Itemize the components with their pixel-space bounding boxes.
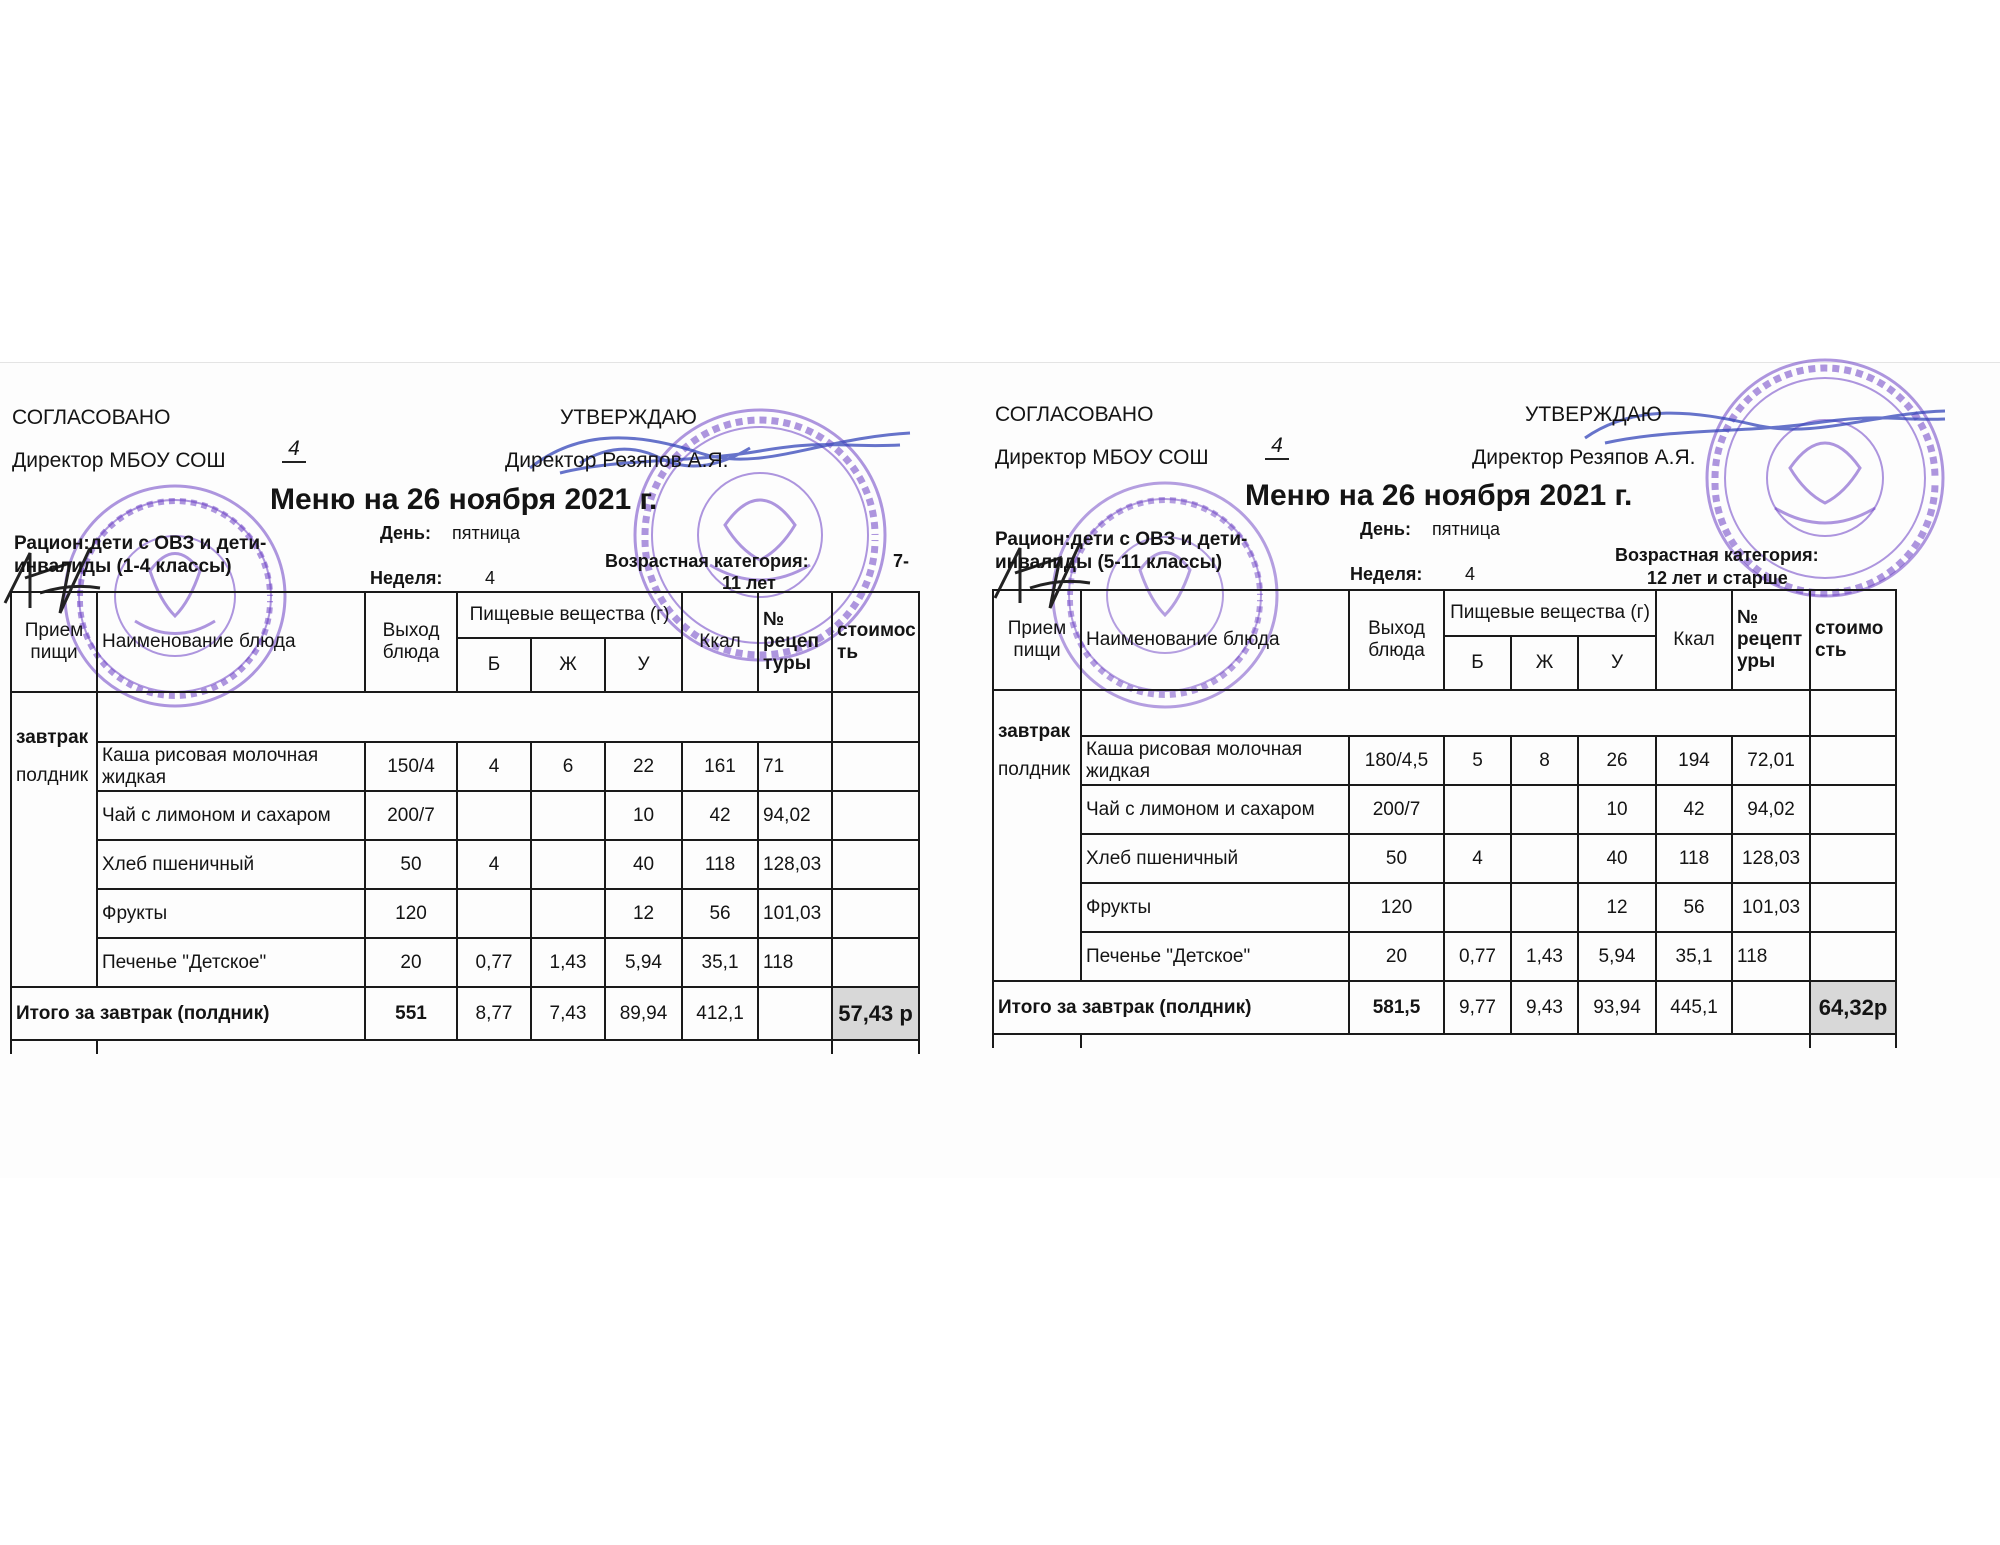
- dish-name: Хлеб пшеничный: [1081, 834, 1349, 883]
- scanned-document: [0, 362, 2000, 1178]
- meal-snack: полдник: [998, 759, 1071, 780]
- dish-carbs: 22: [605, 742, 682, 791]
- meal-cell: [11, 692, 97, 987]
- dish-yield: 120: [1349, 883, 1444, 932]
- dish-carbs: 40: [605, 840, 682, 889]
- age-category-label: Возрастная категория:: [1615, 545, 1819, 565]
- dish-cost: [832, 889, 919, 938]
- dish-cost: [832, 938, 919, 987]
- ration-line-2: инвалиды (5-11 классы): [995, 552, 1223, 573]
- dish-yield: 150/4: [365, 742, 457, 791]
- menu-table: [992, 589, 1897, 1048]
- dish-name: Фрукты: [97, 889, 365, 938]
- menu-sheet-secondary: [985, 363, 1945, 1178]
- dish-fat: [531, 889, 605, 938]
- header-nutrients: Пищевые вещества (г): [1444, 590, 1656, 636]
- total-recipe: [1732, 981, 1810, 1034]
- school-number: 4: [1265, 434, 1289, 460]
- header-dish: Наименование блюда: [97, 592, 365, 692]
- dish-recipe: 94,02: [1732, 785, 1810, 834]
- total-protein: 8,77: [457, 987, 531, 1040]
- dish-yield: 200/7: [1349, 785, 1444, 834]
- total-cost: 57,43 р: [832, 987, 919, 1040]
- header-protein: Б: [1444, 636, 1511, 690]
- total-carbs: 93,94: [1578, 981, 1656, 1034]
- total-yield: 581,5: [1349, 981, 1444, 1034]
- approve-label: УТВЕРЖДАЮ: [1525, 403, 1662, 426]
- total-kcal: 412,1: [682, 987, 758, 1040]
- dish-recipe: 71: [758, 742, 832, 791]
- dish-recipe: 128,03: [1732, 834, 1810, 883]
- dish-recipe: 72,01: [1732, 736, 1810, 785]
- trailing-cell: [993, 1034, 1081, 1048]
- header-carbs: У: [1578, 636, 1656, 690]
- dish-cost: [1810, 785, 1896, 834]
- menu-sheet-primary: [0, 363, 960, 1178]
- week-label: Неделя:: [370, 568, 443, 588]
- dish-recipe: 101,03: [758, 889, 832, 938]
- trailing-cell: [1081, 1034, 1810, 1048]
- total-label: Итого за завтрак (полдник): [993, 981, 1349, 1034]
- dish-protein: 0,77: [457, 938, 531, 987]
- agreed-label: СОГЛАСОВАНО: [995, 403, 1154, 426]
- empty-row: [1081, 690, 1810, 736]
- total-row: [993, 981, 1896, 1034]
- header-recipe: № рецепт уры: [1732, 590, 1810, 690]
- dish-fat: [531, 791, 605, 840]
- meal-snack: полдник: [16, 765, 89, 786]
- dish-fat: [1511, 883, 1578, 932]
- empty-row: [97, 692, 832, 742]
- day-value: пятница: [1432, 519, 1501, 539]
- dish-carbs: 5,94: [605, 938, 682, 987]
- dish-carbs: 12: [1578, 883, 1656, 932]
- age-category-value: 12 лет и старше: [1647, 568, 1788, 588]
- dish-cost: [1810, 736, 1896, 785]
- dish-name: Хлеб пшеничный: [97, 840, 365, 889]
- menu-table: [10, 591, 920, 1054]
- dish-fat: 8: [1511, 736, 1578, 785]
- dish-fat: [1511, 785, 1578, 834]
- week-value: 4: [485, 568, 496, 588]
- dish-name: Чай с лимоном и сахаром: [1081, 785, 1349, 834]
- dish-name: Печенье "Детское": [1081, 932, 1349, 981]
- dish-protein: [457, 889, 531, 938]
- dish-kcal: 35,1: [1656, 932, 1732, 981]
- meal-cell: [993, 690, 1081, 981]
- approve-label: УТВЕРЖДАЮ: [560, 406, 697, 429]
- dish-kcal: 194: [1656, 736, 1732, 785]
- total-fat: 7,43: [531, 987, 605, 1040]
- dish-recipe: 94,02: [758, 791, 832, 840]
- dish-yield: 120: [365, 889, 457, 938]
- ration-line-1: Рацион:дети с ОВЗ и дети-: [14, 533, 267, 554]
- approve-by: Директор Резяпов А.Я.: [505, 449, 729, 472]
- dish-recipe: 118: [1732, 932, 1810, 981]
- dish-protein: [1444, 785, 1511, 834]
- header-carbs: У: [605, 638, 682, 692]
- dish-kcal: 56: [1656, 883, 1732, 932]
- dish-protein: [1444, 883, 1511, 932]
- meal-breakfast: завтрак: [16, 727, 89, 748]
- week-value: 4: [1465, 564, 1476, 584]
- trailing-cell: [97, 1040, 832, 1054]
- age-category-value-b: 11 лет: [722, 573, 776, 593]
- age-category-value-a: 7-: [893, 551, 910, 571]
- dish-yield: 20: [365, 938, 457, 987]
- ration-line-2: инвалиды (1-4 классы): [14, 556, 232, 577]
- agreed-by: Директор МБОУ СОШ: [995, 446, 1209, 469]
- day-value: пятница: [452, 523, 521, 543]
- table-row: [11, 889, 919, 938]
- dish-protein: 4: [457, 742, 531, 791]
- table-row: [993, 932, 1896, 981]
- empty-cost: [1810, 690, 1896, 736]
- week-label: Неделя:: [1350, 564, 1423, 584]
- total-row: [11, 987, 919, 1040]
- total-fat: 9,43: [1511, 981, 1578, 1034]
- dish-protein: 5: [1444, 736, 1511, 785]
- meal-breakfast: завтрак: [998, 721, 1071, 742]
- dish-kcal: 118: [1656, 834, 1732, 883]
- dish-recipe: 128,03: [758, 840, 832, 889]
- dish-yield: 200/7: [365, 791, 457, 840]
- header-kcal: Ккал: [1656, 590, 1732, 690]
- dish-yield: 180/4,5: [1349, 736, 1444, 785]
- dish-fat: 1,43: [531, 938, 605, 987]
- dish-cost: [1810, 834, 1896, 883]
- header-recipe: № рецеп туры: [758, 592, 832, 692]
- table-row: [993, 883, 1896, 932]
- header-meal: Прием пищи: [993, 590, 1081, 690]
- dish-recipe: 118: [758, 938, 832, 987]
- table-row: [11, 938, 919, 987]
- approve-by: Директор Резяпов А.Я.: [1472, 446, 1696, 469]
- dish-fat: [531, 840, 605, 889]
- dish-kcal: 161: [682, 742, 758, 791]
- table-row: [11, 742, 919, 791]
- empty-cost: [832, 692, 919, 742]
- table-row: [993, 736, 1896, 785]
- dish-protein: 4: [457, 840, 531, 889]
- dish-fat: [1511, 834, 1578, 883]
- dish-carbs: 10: [605, 791, 682, 840]
- dish-fat: 1,43: [1511, 932, 1578, 981]
- total-carbs: 89,94: [605, 987, 682, 1040]
- dish-carbs: 10: [1578, 785, 1656, 834]
- dish-cost: [832, 840, 919, 889]
- header-fat: Ж: [1511, 636, 1578, 690]
- dish-kcal: 42: [1656, 785, 1732, 834]
- dish-protein: [457, 791, 531, 840]
- dish-recipe: 101,03: [1732, 883, 1810, 932]
- total-cost: 64,32р: [1810, 981, 1896, 1034]
- header-yield: Выход блюда: [365, 592, 457, 692]
- dish-yield: 50: [365, 840, 457, 889]
- header-yield: Выход блюда: [1349, 590, 1444, 690]
- table-row: [993, 834, 1896, 883]
- day-label: День:: [380, 523, 431, 543]
- dish-kcal: 42: [682, 791, 758, 840]
- dish-yield: 50: [1349, 834, 1444, 883]
- dish-name: Фрукты: [1081, 883, 1349, 932]
- trailing-cell: [832, 1040, 919, 1054]
- dish-cost: [832, 791, 919, 840]
- dish-protein: 0,77: [1444, 932, 1511, 981]
- school-number: 4: [282, 437, 306, 463]
- dish-carbs: 40: [1578, 834, 1656, 883]
- dish-fat: 6: [531, 742, 605, 791]
- age-category-label: Возрастная категория:: [605, 551, 809, 571]
- trailing-cell: [11, 1040, 97, 1054]
- dish-kcal: 35,1: [682, 938, 758, 987]
- header-dish: Наименование блюда: [1081, 590, 1349, 690]
- dish-cost: [1810, 932, 1896, 981]
- total-protein: 9,77: [1444, 981, 1511, 1034]
- total-label: Итого за завтрак (полдник): [11, 987, 365, 1040]
- dish-cost: [832, 742, 919, 791]
- total-recipe: [758, 987, 832, 1040]
- header-protein: Б: [457, 638, 531, 692]
- table-row: [11, 840, 919, 889]
- dish-kcal: 118: [682, 840, 758, 889]
- header-nutrients: Пищевые вещества (г): [457, 592, 682, 638]
- dish-cost: [1810, 883, 1896, 932]
- header-meal: Прием пищи: [11, 592, 97, 692]
- dish-carbs: 5,94: [1578, 932, 1656, 981]
- agreed-label: СОГЛАСОВАНО: [12, 406, 171, 429]
- ration-line-1: Рацион:дети с ОВЗ и дети-: [995, 529, 1248, 550]
- dish-name: Каша рисовая молочная жидкая: [1081, 736, 1349, 785]
- dish-kcal: 56: [682, 889, 758, 938]
- header-cost: стоимос ть: [832, 592, 919, 692]
- trailing-cell: [1810, 1034, 1896, 1048]
- dish-name: Чай с лимоном и сахаром: [97, 791, 365, 840]
- dish-carbs: 12: [605, 889, 682, 938]
- dish-yield: 20: [1349, 932, 1444, 981]
- total-yield: 551: [365, 987, 457, 1040]
- agreed-by: Директор МБОУ СОШ: [12, 449, 226, 472]
- dish-protein: 4: [1444, 834, 1511, 883]
- total-kcal: 445,1: [1656, 981, 1732, 1034]
- dish-name: Каша рисовая молочная жидкая: [97, 742, 365, 791]
- dish-carbs: 26: [1578, 736, 1656, 785]
- day-label: День:: [1360, 519, 1411, 539]
- table-row: [993, 785, 1896, 834]
- dish-name: Печенье "Детское": [97, 938, 365, 987]
- header-kcal: Ккал: [682, 592, 758, 692]
- header-fat: Ж: [531, 638, 605, 692]
- page-title: Меню на 26 ноября 2021 г.: [1245, 479, 1633, 512]
- page-title: Меню на 26 ноября 2021 г.: [270, 483, 658, 516]
- table-row: [11, 791, 919, 840]
- header-cost: стоимо сть: [1810, 590, 1896, 690]
